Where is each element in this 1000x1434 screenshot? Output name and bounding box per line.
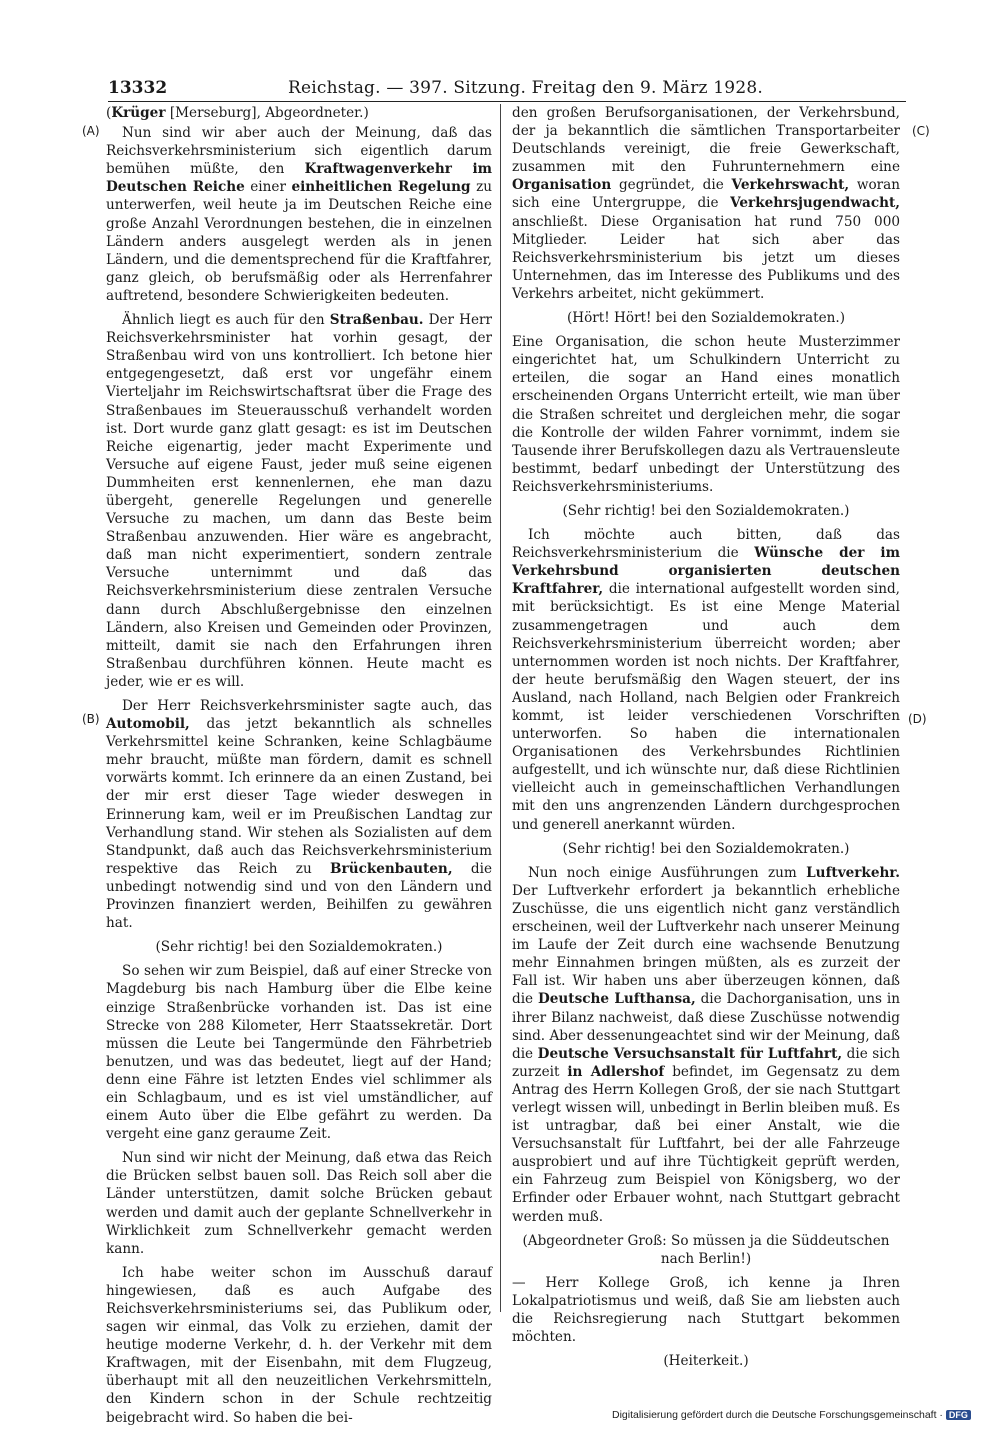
paragraph: Der Herr Reichsverkehrsminister sagte auch, das Automobil, das jetzt bekanntlich als schnelles Verkehrsmittel keine Schranken, keine Schlagbäume mehr braucht, müßte man fördern, damit es schnell vorwärts kommt. Ich erinnere da an einen Zustand, bei der mir erst dieser Tage wieder deswegen in Erinnerung kam, weil er im Preußischen Landtag zur Verhandlung stand. Wir stehen als Sozialisten auf dem Standpunkt, daß auch das Reichsverkehrsministerium respektive das Reich zu Brückenbauten, die unbedingt notwendig sind und von den Ländern und Provinzen finanziert werden, Beihilfen zu gewähren hat. <box>106 698 492 932</box>
margin-marker-a: (A) <box>82 124 100 138</box>
interjection: (Hört! Hört! bei den Sozialdemokraten.) <box>566 310 846 327</box>
margin-marker-d: (D) <box>908 712 927 726</box>
interjection: (Heiterkeit.) <box>663 1353 749 1370</box>
left-column <box>106 104 492 1433</box>
header-rule <box>108 101 906 102</box>
speaker-name: Krüger <box>111 105 166 121</box>
paragraph: den großen Berufsorganisationen, der Verkehrsbund, der ja bekanntlich die sämtlichen Transportarbeiter Deutschlands vereinigt, die freie Gewerkschaft, zusammen mit den Fuhrunternehmern eine Organisation gegründet, die Verkehrswacht, woran sich eine Untergruppe, die Verkehrsjugendwacht, anschließt. Diese Organisation hat rund 750 000 Mitglieder. Leider hat sich aber das Reichsverkehrsministerium bis jetzt um dieses Unternehmen, das im Interesse des Publikums und des Verkehrs arbeitet, nicht gekümmert. <box>512 105 901 302</box>
footer-text: Digitalisierung gefördert durch die Deutsche Forschungsgemeinschaft · <box>612 1409 943 1421</box>
paragraph: Nun noch einige Ausführungen zum Luftverkehr. Der Luftverkehr erfordert ja bekanntlich erhebliche Zuschüsse, die uns eigentlich nicht ganz verständlich erscheinen, weil der Luftverkehr nach unserer Meinung im Laufe der Zeit durch eine wachsende Benutzung mehr Einnahmen bringen müßten, als es zurzeit der Fall ist. Wir haben uns aber überzeugen können, daß die Deutsche Lufthansa, die Dachorganisation, uns in ihrer Bilanz nachweist, daß diese Zuschüsse notwendig sind. Aber dessenungeachtet sind wir der Meinung, daß die Deutsche Versuchsanstalt für Luftfahrt, die sich zurzeit in Adlershof befindet, im Gegensatz zu dem Antrag des Herrn Kollegen Groß, der sie nach Stuttgart verlegt wissen will, unbedingt in Berlin bleiben muß. Es ist untragbar, daß bei einer Anstalt, wie die Versuchsanstalt für Luftfahrt, bei der alle Fahrzeuge ausprobiert und auf ihre Tüchtigkeit geprüft werden, ein Fahrzeug zum Beispiel von Königsberg, wo der Erfinder oder Erbauer wohnt, nach Stuttgart gebracht werden muß. <box>512 864 901 1225</box>
margin-marker-b: (B) <box>82 712 100 726</box>
paragraph: So sehen wir zum Beispiel, daß auf einer Strecke von Magdeburg bis nach Hamburg über die Elbe keine einzige Straßenbrücke vorhanden ist. Das ist eine Strecke von 288 Kilometer, Herr Staatssekretär. Dort müssen die Leute bei Tangermünde den Fährbetrieb benutzen, und was das bedeutet, liegt auf der Hand; denn eine Fähre ist letzten Endes viel schlimmer als ein Schlagbaum, und es ist viel umständlicher, auf einem Auto über die Elbe gefährt zu werden. Da vergeht eine ganz geraume Zeit. <box>106 963 492 1143</box>
column-divider <box>500 104 501 1312</box>
paragraph: Nun sind wir aber auch der Meinung, daß das Reichsverkehrsministerium sich eigentlich darum bemühen müßte, den Kraftwagenverkehr im Deutschen Reiche einer einheitlichen Regelung zu unterwerfen, weil heute ja im Deutschen Reiche eine große Anzahl Verordnungen bestehen, die in einzelnen Ländern anders ausgelegt werden als in jenen Ländern, und die dementsprechend für die Kraftfahrer, ganz gleich, ob berufsmäßig oder als Herrenfahrer auftretend, besondere Schwierigkeiten bedeuten. <box>106 125 493 304</box>
paragraph: Ich habe weiter schon im Ausschuß darauf hingewiesen, daß es auch Aufgabe des Reichsverkehrsministeriums sei, das Publikum oder, sagen wir einmal, das Volk zu erziehen, damit der heutige moderne Verkehr, d. h. der Verkehr mit dem Kraftwagen, mit der Eisenbahn, mit dem Flugzeug, überhaupt mit all den neuzeitlichen Verkehrsmitteln, den Kindern schon in der Schule rechtzeitig beigebracht wird. So haben die bei- <box>106 1264 492 1426</box>
paragraph: Eine Organisation, die schon heute Musterzimmer eingerichtet hat, um Schulkindern Unterricht zu erteilen, die sogar an Hand eines monatlich erscheinenden Organs Unterricht erteilt, wie man über die Straßen schreitet und dergleichen mehr, die sogar die Kontrolle der wilden Fahrer vornimmt, indem sie Tausende ihrer Berufskollegen dazu als Vertrauensleute bestimmt, bedarf unbedingt der Unterstützung des Reichsverkehrsministeriums. <box>512 334 900 495</box>
paragraph: Nun sind wir nicht der Meinung, daß etwa das Reich die Brücken selbst bauen soll. Das Reich soll aber die Länder unterstützen, damit solche Brücken gebaut werden und damit auch der geplante Schnellverkehr in Wirklichkeit zum Schnellverkehr gemacht werden kann. <box>106 1150 492 1257</box>
dfg-logo: DFG <box>946 1410 971 1420</box>
margin-marker-c: (C) <box>912 124 930 138</box>
page-header <box>108 78 906 100</box>
interjection: (Sehr richtig! bei den Sozialdemokraten.) <box>562 840 850 857</box>
right-column <box>512 104 900 1376</box>
interjection: (Sehr richtig! bei den Sozialdemokraten.) <box>562 502 850 519</box>
running-title: Reichstag. — 397. Sitzung. Freitag den 9. März 1928. <box>288 78 763 98</box>
interjection: (Sehr richtig! bei den Sozialdemokraten.) <box>155 939 443 956</box>
paragraph: Ähnlich liegt es auch für den Straßenbau. Der Herr Reichsverkehrsminister hat vorhin gesagt, der Straßenbau wird von uns kontrolliert. Ich betone hier entgegengesetzt, daß erst vor ungefähr einem Vierteljahr im Reichswirtschaftsrat über die Frage des Straßenbaues im Steuerausschuß verhandelt worden ist. Dort wurde ganz glatt gesagt: es ist im Deutschen Reiche eigenartig, jeder macht Experimente und Versuche auf eigene Faust, jeder muß seine eigenen Dummheiten erst kennenlernen, ehe man dazu übergeht, generelle Regelungen und generelle Versuche zu machen, um dann das Beste beim Straßenbau anzuwenden. Hier wäre es angebracht, daß man nicht experimentiert, sondern zentrale Versuche unternimmt und daß das Reichsverkehrsministerium diese zentralen Versuche dann durch Abschlußergebnisse den einzelnen Ländern, also Kreisen und Gemeinden oder Provinzen, mitteilt, damit sie nach den Erfahrungen ihren Straßenbau durchführen können. Heute macht es jeder, wie er es will. <box>106 312 492 690</box>
speaker-line: (Krüger [Merseburg], Abgeordneter.) <box>106 105 369 121</box>
interjection: (Abgeordneter Groß: So müssen ja die Süddeutschen nach Berlin!) <box>522 1232 890 1267</box>
digitization-footer <box>612 1409 971 1421</box>
paragraph: — Herr Kollege Groß, ich kenne ja Ihren Lokalpatriotismus und weiß, daß Sie am liebsten auch die Reichsregierung nach Stuttgart bekommen möchten. <box>512 1274 900 1346</box>
page-number: 13332 <box>108 78 168 98</box>
paragraph: Ich möchte auch bitten, daß das Reichsverkehrsministerium die Wünsche der im Verkehrsbund organisierten deutschen Kraftfahrer, die international aufgestellt worden sind, mit berücksichtigt. Es ist eine Menge Material zusammengetragen und auch dem Reichsverkehrsministerium überreicht worden; aber unternommen worden ist noch nichts. Der Kraftfahrer, der heute berufsmäßig den Wagen steuert, der ins Ausland, nach Holland, nach Belgien oder Frankreich kommt, ist leider verschiedenen Vorschriften unterworfen. So haben die internationalen Organisationen des Verkehrsbundes Richtlinien aufgestellt, und ich wünschte nur, daß diese Richtlinien vielleicht auch in gemeinschaftlichen Verhandlungen mit den uns angrenzenden Ländern durchgesprochen und generell anerkannt würden. <box>512 527 900 833</box>
